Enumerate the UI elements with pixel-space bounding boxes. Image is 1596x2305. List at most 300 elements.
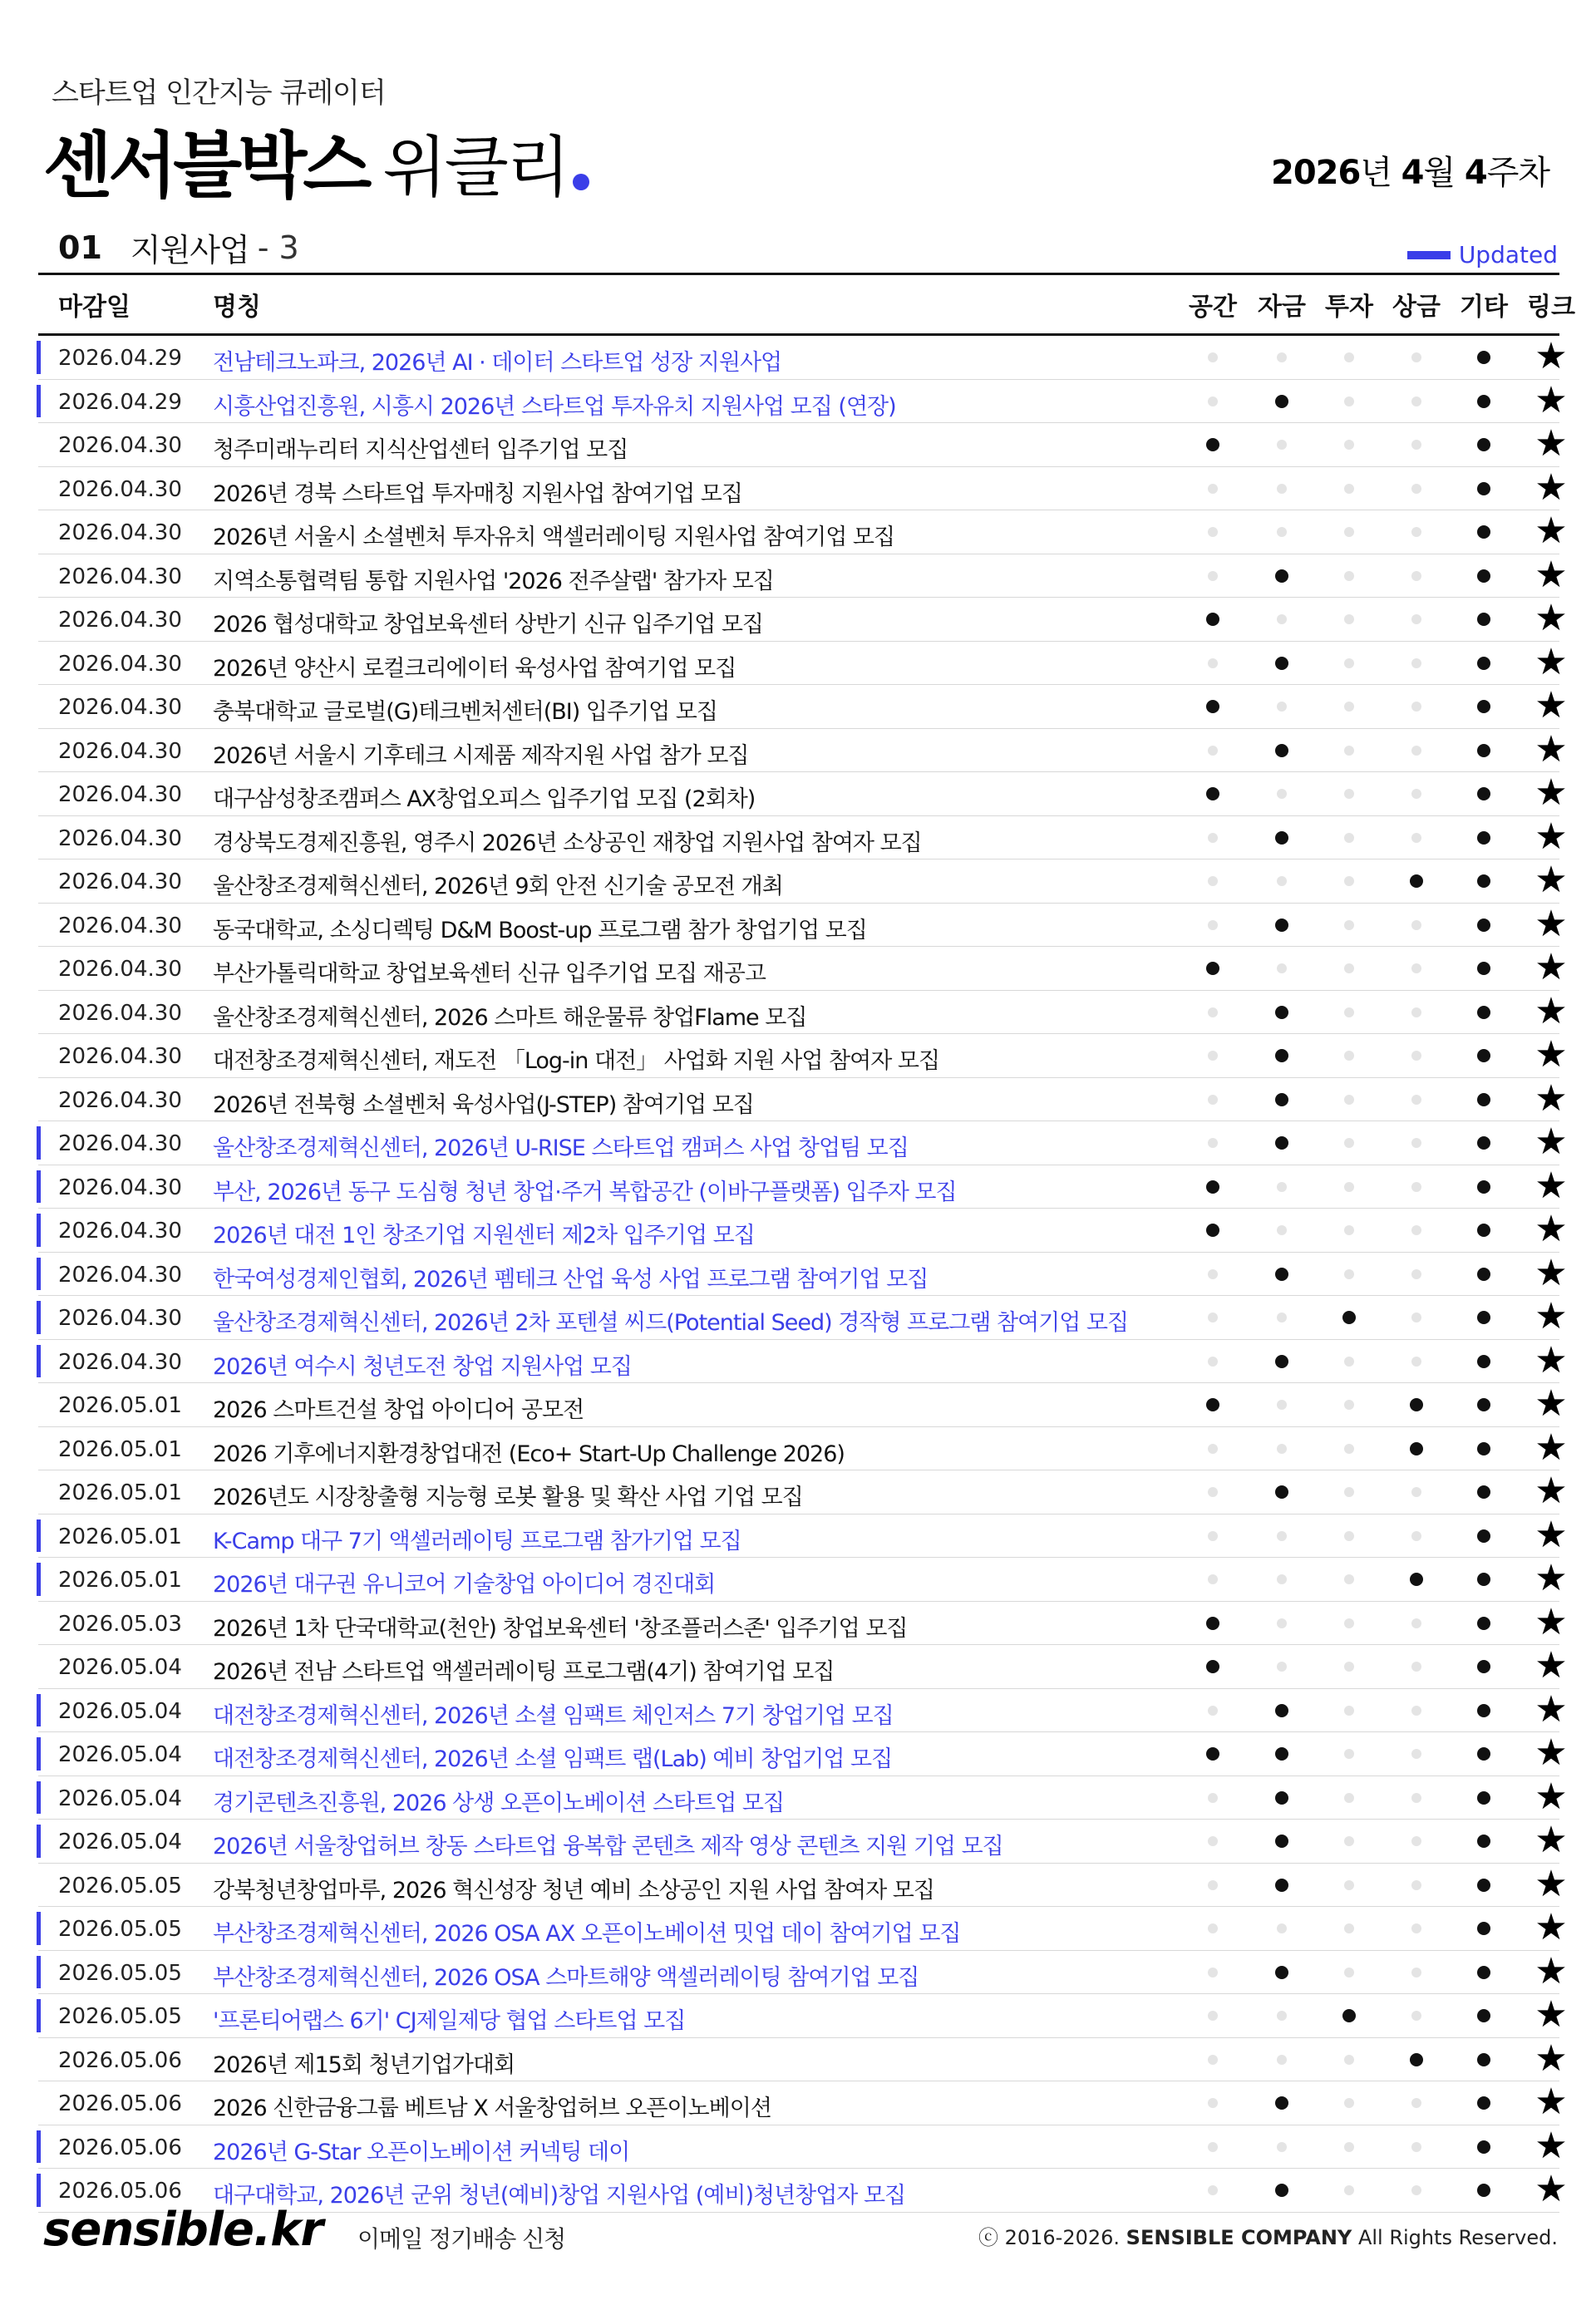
flag-invest-dot bbox=[1344, 352, 1354, 362]
row-date: 2026.04.30 bbox=[58, 738, 182, 764]
flag-invest-dot bbox=[1344, 1706, 1354, 1716]
flag-fund-dot bbox=[1277, 527, 1287, 537]
link-star-icon[interactable]: ★ bbox=[1534, 902, 1568, 945]
flag-fund-dot bbox=[1277, 352, 1287, 362]
table-row bbox=[38, 1819, 1568, 1864]
row-name: 충북대학교 글로벌(G)테크벤처센터(BI) 입주기업 모집 bbox=[213, 699, 717, 725]
flag-fund-dot bbox=[1275, 2184, 1288, 2197]
flag-etc-dot bbox=[1477, 569, 1490, 583]
row-date: 2026.05.01 bbox=[58, 1393, 182, 1418]
flag-etc-dot bbox=[1477, 1529, 1490, 1543]
flag-fund-dot bbox=[1275, 831, 1288, 845]
flag-prize-dot bbox=[1411, 1095, 1421, 1105]
flag-etc-dot bbox=[1477, 1747, 1490, 1761]
col-invest: 투자 bbox=[1325, 293, 1373, 322]
updated-label: Updated bbox=[1458, 241, 1558, 268]
table-row bbox=[38, 859, 1568, 904]
flag-space-dot bbox=[1208, 1051, 1218, 1061]
col-link: 링크 bbox=[1527, 293, 1575, 322]
flag-etc-dot bbox=[1477, 2009, 1490, 2022]
flag-space-dot bbox=[1208, 746, 1218, 756]
table-header bbox=[38, 273, 1575, 336]
flag-fund-dot bbox=[1275, 1136, 1288, 1150]
row-name: 2026년 여수시 청년도전 창업 지원사업 모집 bbox=[213, 1353, 632, 1380]
flag-etc-dot bbox=[1477, 1049, 1490, 1062]
row-date: 2026.04.30 bbox=[58, 1306, 182, 1331]
flag-invest-dot bbox=[1344, 833, 1354, 843]
flag-etc-dot bbox=[1477, 1093, 1490, 1106]
week-year: 2026 bbox=[1270, 154, 1361, 192]
row-name: 2026년 G-Star 오픈이노베이션 커넥팅 데이 bbox=[213, 2139, 630, 2165]
link-star-icon[interactable]: ★ bbox=[1534, 1687, 1568, 1731]
row-name: K-Camp 대구 7기 액셀러레이팅 프로그램 참가기업 모집 bbox=[213, 1528, 741, 1554]
flag-fund-dot bbox=[1277, 1225, 1287, 1235]
table-row bbox=[38, 335, 1568, 380]
row-date: 2026.04.30 bbox=[58, 1087, 182, 1113]
flag-etc-dot bbox=[1477, 700, 1490, 713]
flag-invest-dot bbox=[1344, 1400, 1354, 1410]
flag-space-dot bbox=[1208, 1574, 1218, 1584]
flag-fund-dot bbox=[1277, 789, 1287, 799]
copyright bbox=[978, 2221, 1558, 2250]
row-date: 2026.04.30 bbox=[58, 782, 182, 807]
row-date: 2026.05.05 bbox=[58, 2004, 182, 2029]
row-name: 2026년 양산시 로컬크리에이터 육성사업 참여기업 모집 bbox=[213, 655, 736, 682]
copyright-company: SENSIBLE COMPANY bbox=[1126, 2226, 1352, 2249]
row-date: 2026.04.29 bbox=[58, 346, 182, 371]
row-name: 대구대학교, 2026년 군위 청년(예비)창업 지원사업 (예비)청년창업자 모집 bbox=[213, 2183, 906, 2209]
flag-invest-dot bbox=[1344, 2098, 1354, 2108]
flag-space-dot bbox=[1208, 2011, 1218, 2021]
row-name: 2026 신한금융그룹 베트남 X 서울창업허브 오픈이노베이션 bbox=[213, 2096, 771, 2121]
flag-space-dot bbox=[1208, 1357, 1218, 1367]
link-star-icon[interactable]: ★ bbox=[1534, 597, 1568, 639]
table-row bbox=[38, 1251, 1568, 1297]
flag-space-dot bbox=[1208, 396, 1218, 406]
link-star-icon[interactable]: ★ bbox=[1534, 684, 1568, 726]
flag-invest-dot bbox=[1344, 1574, 1354, 1584]
link-star-icon[interactable]: ★ bbox=[1534, 640, 1568, 683]
table-row bbox=[38, 465, 1568, 511]
flag-invest-dot bbox=[1344, 396, 1354, 406]
flag-fund-dot bbox=[1277, 484, 1287, 494]
table-row bbox=[38, 1513, 1568, 1559]
table-row bbox=[38, 1033, 1568, 1078]
flag-space-dot bbox=[1208, 1487, 1218, 1497]
row-date: 2026.04.30 bbox=[58, 520, 182, 545]
link-star-icon[interactable]: ★ bbox=[1534, 378, 1568, 421]
flag-space-dot bbox=[1208, 658, 1218, 668]
flag-space-dot bbox=[1206, 1617, 1219, 1630]
table-row bbox=[38, 2124, 1568, 2170]
table-row bbox=[38, 378, 1568, 424]
flag-fund-dot bbox=[1275, 1747, 1288, 1761]
flag-invest-dot bbox=[1344, 1836, 1354, 1846]
section-title: 지원사업 bbox=[130, 232, 249, 268]
link-star-icon[interactable]: ★ bbox=[1534, 2124, 1568, 2167]
table-row bbox=[38, 1295, 1568, 1340]
flag-etc-dot bbox=[1477, 482, 1490, 495]
flag-invest-dot bbox=[1342, 1311, 1356, 1324]
link-star-icon[interactable]: ★ bbox=[1534, 815, 1568, 858]
flag-invest-dot bbox=[1344, 1051, 1354, 1061]
link-star-icon[interactable]: ★ bbox=[1534, 1513, 1568, 1556]
flag-prize-dot bbox=[1411, 1313, 1421, 1322]
row-date: 2026.05.04 bbox=[58, 1698, 182, 1724]
flag-fund-dot bbox=[1275, 1093, 1288, 1106]
flag-prize-dot bbox=[1410, 2053, 1423, 2066]
link-star-icon[interactable]: ★ bbox=[1534, 771, 1568, 814]
flag-fund-dot bbox=[1277, 2011, 1287, 2021]
flag-space-dot bbox=[1206, 787, 1219, 800]
row-name: 2026년 대전 1인 창조기업 지원센터 제2차 입주기업 모집 bbox=[213, 1223, 755, 1249]
flag-etc-dot bbox=[1477, 1617, 1490, 1630]
row-name: 2026년 제15회 청년기업가대회 bbox=[213, 2051, 515, 2078]
flag-prize-dot bbox=[1411, 1269, 1421, 1279]
flag-prize-dot bbox=[1411, 963, 1421, 973]
flag-invest-dot bbox=[1344, 1007, 1354, 1017]
flag-invest-dot bbox=[1344, 1138, 1354, 1148]
table-row bbox=[38, 1687, 1568, 1733]
section-heading bbox=[58, 224, 299, 270]
flag-fund-dot bbox=[1277, 2142, 1287, 2152]
program-table bbox=[38, 273, 1575, 2213]
link-star-icon[interactable]: ★ bbox=[1534, 1076, 1568, 1120]
row-name: 2026 기후에너지환경창업대전 (Eco+ Start-Up Challenge 2026) bbox=[213, 1441, 845, 1467]
flag-invest-dot bbox=[1344, 484, 1354, 494]
row-date: 2026.05.04 bbox=[58, 1785, 182, 1811]
link-star-icon[interactable]: ★ bbox=[1534, 1426, 1568, 1469]
flag-fund-dot bbox=[1277, 1531, 1287, 1541]
link-star-icon[interactable]: ★ bbox=[1534, 1382, 1568, 1425]
col-space: 공간 bbox=[1189, 293, 1237, 322]
row-date: 2026.05.04 bbox=[58, 1742, 182, 1767]
flag-etc-dot bbox=[1477, 1660, 1490, 1673]
row-name: 지역소통협력팀 통합 지원사업 '2026 전주살랩' 참가자 모집 bbox=[213, 568, 774, 594]
flag-prize-dot bbox=[1411, 658, 1421, 668]
flag-fund-dot bbox=[1275, 919, 1288, 932]
link-star-icon[interactable]: ★ bbox=[1534, 1819, 1568, 1861]
flag-prize-dot bbox=[1411, 1487, 1421, 1497]
link-star-icon[interactable]: ★ bbox=[1534, 1208, 1568, 1250]
flag-etc-dot bbox=[1477, 919, 1490, 932]
table-row bbox=[38, 1644, 1568, 1689]
row-name: 2026년 서울시 소셜벤처 투자유치 액셀러레이팅 지원사업 참여기업 모집 bbox=[213, 525, 895, 550]
row-date: 2026.04.30 bbox=[58, 957, 182, 982]
flag-invest-dot bbox=[1344, 1749, 1354, 1759]
row-date: 2026.05.01 bbox=[58, 1480, 182, 1505]
link-star-icon[interactable]: ★ bbox=[1534, 510, 1568, 552]
flag-etc-dot bbox=[1477, 1180, 1490, 1194]
link-star-icon[interactable]: ★ bbox=[1534, 946, 1568, 988]
table-body bbox=[38, 335, 1568, 2213]
table-row bbox=[38, 1862, 1568, 1908]
flag-etc-dot bbox=[1477, 2096, 1490, 2110]
flag-space-dot bbox=[1206, 1180, 1219, 1194]
flag-invest-dot bbox=[1344, 2142, 1354, 2152]
flag-fund-dot bbox=[1275, 657, 1288, 670]
link-star-icon[interactable]: ★ bbox=[1534, 1862, 1568, 1905]
flag-prize-dot bbox=[1411, 396, 1421, 406]
flag-etc-dot bbox=[1477, 1268, 1490, 1281]
flag-space-dot bbox=[1206, 962, 1219, 975]
row-name: 동국대학교, 소싱디렉팅 D&M Boost-up 프로그램 참가 창업기업 모집 bbox=[213, 917, 867, 943]
row-date: 2026.05.06 bbox=[58, 2091, 182, 2116]
link-star-icon[interactable]: ★ bbox=[1534, 1338, 1568, 1382]
flag-space-dot bbox=[1208, 2098, 1218, 2108]
row-name: 2026년 경북 스타트업 투자매칭 지원사업 참여기업 모집 bbox=[213, 480, 742, 507]
table-row bbox=[38, 1208, 1568, 1253]
flag-etc-dot bbox=[1477, 1355, 1490, 1368]
table-row bbox=[38, 2037, 1568, 2082]
table-row bbox=[38, 1600, 1568, 1646]
flag-space-dot bbox=[1208, 1269, 1218, 1279]
col-date: 마감일 bbox=[58, 293, 131, 322]
flag-space-dot bbox=[1208, 571, 1218, 581]
flag-etc-dot bbox=[1477, 2184, 1490, 2197]
row-name: 2026년도 시장창출형 지능형 로봇 활용 및 확산 사업 기업 모집 bbox=[213, 1485, 803, 1510]
row-date: 2026.04.30 bbox=[58, 1131, 182, 1156]
flag-invest-dot bbox=[1344, 1968, 1354, 1977]
flag-space-dot bbox=[1208, 1923, 1218, 1933]
row-name: 경기콘텐츠진흥원, 2026 상생 오픈이노베이션 스타트업 모집 bbox=[213, 1790, 785, 1816]
table-row bbox=[38, 1993, 1568, 2038]
subscribe-link[interactable]: 이메일 정기배송 신청 bbox=[357, 2225, 566, 2253]
table-row bbox=[38, 1164, 1568, 1209]
flag-etc-dot bbox=[1477, 1704, 1490, 1717]
flag-space-dot bbox=[1208, 527, 1218, 537]
row-date: 2026.05.06 bbox=[58, 2135, 182, 2160]
flag-fund-dot bbox=[1275, 1485, 1288, 1499]
flag-prize-dot bbox=[1410, 1442, 1423, 1455]
flag-space-dot bbox=[1208, 833, 1218, 843]
flag-prize-dot bbox=[1410, 1398, 1423, 1411]
row-date: 2026.04.30 bbox=[58, 1219, 182, 1244]
flag-prize-dot bbox=[1411, 1836, 1421, 1846]
flag-prize-dot bbox=[1411, 789, 1421, 799]
flag-space-dot bbox=[1208, 352, 1218, 362]
row-name: 대전창조경제혁신센터, 2026년 소셜 임팩트 랩(Lab) 예비 창업기업 모집 bbox=[213, 1746, 893, 1772]
row-date: 2026.04.29 bbox=[58, 389, 182, 415]
flag-etc-dot bbox=[1477, 525, 1490, 539]
table-row bbox=[38, 989, 1568, 1035]
flag-prize-dot bbox=[1411, 1225, 1421, 1235]
flag-prize-dot bbox=[1411, 920, 1421, 930]
flag-etc-dot bbox=[1477, 2053, 1490, 2066]
flag-invest-dot bbox=[1342, 2009, 1356, 2022]
row-date: 2026.05.05 bbox=[58, 1873, 182, 1899]
row-name: 울산창조경제혁신센터, 2026년 U-RISE 스타트업 캠퍼스 사업 창업팀 모집 bbox=[213, 1135, 909, 1161]
flag-invest-dot bbox=[1344, 658, 1354, 668]
flag-etc-dot bbox=[1477, 787, 1490, 800]
link-star-icon[interactable]: ★ bbox=[1534, 1295, 1568, 1337]
copyright-suffix: All Rights Reserved. bbox=[1357, 2226, 1558, 2249]
flag-invest-dot bbox=[1344, 963, 1354, 973]
link-star-icon[interactable]: ★ bbox=[1534, 1731, 1568, 1774]
flag-prize-dot bbox=[1411, 571, 1421, 581]
flag-etc-dot bbox=[1477, 831, 1490, 845]
row-date: 2026.05.03 bbox=[58, 1611, 182, 1637]
col-fund: 자금 bbox=[1258, 293, 1306, 322]
table-row bbox=[38, 1076, 1568, 1122]
link-star-icon[interactable]: ★ bbox=[1534, 553, 1568, 596]
row-name: 대전창조경제혁신센터, 재도전 「Log-in 대전」 사업화 지원 사업 참여자 모집 bbox=[213, 1048, 940, 1074]
link-star-icon[interactable]: ★ bbox=[1534, 2081, 1568, 2123]
link-star-icon[interactable]: ★ bbox=[1534, 1120, 1568, 1163]
link-star-icon[interactable]: ★ bbox=[1534, 1033, 1568, 1076]
row-name: 대전창조경제혁신센터, 2026년 소셜 임팩트 체인저스 7기 창업기업 모집 bbox=[213, 1702, 894, 1729]
row-name: 2026년 1차 단국대학교(천안) 창업보육센터 '창조플러스존' 입주기업 모집 bbox=[213, 1615, 908, 1642]
flag-etc-dot bbox=[1477, 1966, 1490, 1979]
flag-fund-dot bbox=[1277, 702, 1287, 712]
flag-invest-dot bbox=[1344, 2185, 1354, 2195]
flag-fund-dot bbox=[1277, 1313, 1287, 1322]
row-date: 2026.05.04 bbox=[58, 1830, 182, 1854]
link-star-icon[interactable]: ★ bbox=[1534, 1470, 1568, 1512]
flag-prize-dot bbox=[1411, 2142, 1421, 2152]
brand-sub: 위클리 bbox=[382, 129, 569, 206]
row-name: 대구삼성창조캠퍼스 AX창업오피스 입주기업 모집 (2회차) bbox=[213, 786, 756, 812]
table-row bbox=[38, 553, 1568, 598]
row-date: 2026.04.30 bbox=[58, 1175, 182, 1200]
section-number: 01 bbox=[58, 229, 102, 266]
flag-space-dot bbox=[1208, 1968, 1218, 1977]
flag-prize-dot bbox=[1411, 702, 1421, 712]
flag-prize-dot bbox=[1411, 1618, 1421, 1628]
flag-fund-dot bbox=[1275, 1966, 1288, 1979]
link-star-icon[interactable]: ★ bbox=[1534, 1164, 1568, 1207]
table-row bbox=[38, 1470, 1568, 1515]
row-name: 한국여성경제인협회, 2026년 펨테크 산업 육성 사업 프로그램 참여기업 모집 bbox=[213, 1266, 929, 1293]
flag-space-dot bbox=[1208, 1444, 1218, 1454]
brand-title bbox=[43, 108, 589, 211]
link-star-icon[interactable]: ★ bbox=[1534, 422, 1568, 465]
flag-etc-dot bbox=[1477, 1136, 1490, 1150]
flag-space-dot bbox=[1208, 2055, 1218, 2065]
flag-etc-dot bbox=[1477, 1879, 1490, 1892]
header-subtitle: 스타트업 인간지능 큐레이터 bbox=[52, 76, 386, 110]
flag-invest-dot bbox=[1344, 1444, 1354, 1454]
week-month: 4 bbox=[1401, 154, 1424, 192]
week-label bbox=[1271, 146, 1549, 194]
flag-etc-dot bbox=[1477, 351, 1490, 364]
flag-prize-dot bbox=[1411, 484, 1421, 494]
link-star-icon[interactable]: ★ bbox=[1534, 335, 1568, 377]
updated-bar-icon bbox=[1407, 251, 1451, 259]
flag-invest-dot bbox=[1344, 1357, 1354, 1367]
flag-prize-dot bbox=[1411, 833, 1421, 843]
flag-space-dot bbox=[1206, 613, 1219, 626]
flag-fund-dot bbox=[1277, 1574, 1287, 1584]
link-star-icon[interactable]: ★ bbox=[1534, 727, 1568, 771]
link-star-icon[interactable]: ★ bbox=[1534, 1557, 1568, 1599]
flag-space-dot bbox=[1206, 438, 1219, 451]
flag-prize-dot bbox=[1411, 1706, 1421, 1716]
flag-invest-dot bbox=[1344, 876, 1354, 886]
link-star-icon[interactable]: ★ bbox=[1534, 2037, 1568, 2080]
row-date: 2026.04.30 bbox=[58, 695, 182, 720]
flag-fund-dot bbox=[1275, 1006, 1288, 1019]
flag-prize-dot bbox=[1411, 2185, 1421, 2195]
flag-space-dot bbox=[1206, 1660, 1219, 1673]
row-date: 2026.04.30 bbox=[58, 913, 182, 938]
flag-invest-dot bbox=[1344, 1095, 1354, 1105]
col-prize: 상금 bbox=[1392, 293, 1441, 322]
link-star-icon[interactable]: ★ bbox=[1534, 1949, 1568, 1992]
row-name: 시흥산업진흥원, 시흥시 2026년 스타트업 투자유치 지원사업 모집 (연장) bbox=[213, 393, 896, 420]
link-star-icon[interactable]: ★ bbox=[1534, 1775, 1568, 1818]
flag-space-dot bbox=[1208, 1793, 1218, 1803]
flag-fund-dot bbox=[1277, 440, 1287, 450]
brand-dot-icon bbox=[573, 174, 589, 190]
flag-space-dot bbox=[1208, 1007, 1218, 1017]
flag-invest-dot bbox=[1344, 1618, 1354, 1628]
row-name: 강북청년창업마루, 2026 혁신성장 청년 예비 소상공인 지원 사업 참여자 모집 bbox=[213, 1877, 934, 1904]
flag-fund-dot bbox=[1275, 1835, 1288, 1848]
row-date: 2026.04.30 bbox=[58, 1000, 182, 1026]
link-star-icon[interactable]: ★ bbox=[1534, 1644, 1568, 1687]
flag-space-dot bbox=[1208, 1138, 1218, 1148]
row-name: 부산창조경제혁신센터, 2026 OSA 스마트해양 액셀러레이팅 참여기업 모집 bbox=[213, 1964, 919, 1991]
table-row bbox=[38, 2081, 1568, 2125]
flag-space-dot bbox=[1208, 876, 1218, 886]
link-star-icon[interactable]: ★ bbox=[1534, 465, 1568, 509]
section-part: - 3 bbox=[257, 229, 299, 266]
flag-fund-dot bbox=[1275, 1355, 1288, 1368]
flag-space-dot bbox=[1208, 1880, 1218, 1890]
flag-etc-dot bbox=[1477, 657, 1490, 670]
table-row bbox=[38, 597, 1568, 642]
flag-invest-dot bbox=[1344, 920, 1354, 930]
link-star-icon[interactable]: ★ bbox=[1534, 1251, 1568, 1294]
table-row bbox=[38, 1906, 1568, 1951]
flag-fund-dot bbox=[1277, 1444, 1287, 1454]
flag-prize-dot bbox=[1411, 527, 1421, 537]
row-date: 2026.05.05 bbox=[58, 1960, 182, 1986]
row-date: 2026.04.30 bbox=[58, 476, 182, 502]
flag-invest-dot bbox=[1344, 746, 1354, 756]
link-star-icon[interactable]: ★ bbox=[1534, 1906, 1568, 1948]
link-star-icon[interactable]: ★ bbox=[1534, 1600, 1568, 1643]
table-row bbox=[38, 1382, 1568, 1427]
flag-etc-dot bbox=[1477, 1311, 1490, 1324]
flag-prize-dot bbox=[1411, 1007, 1421, 1017]
flag-prize-dot bbox=[1411, 1880, 1421, 1890]
flag-prize-dot bbox=[1411, 1662, 1421, 1672]
link-star-icon[interactable]: ★ bbox=[1534, 859, 1568, 901]
footer-logo[interactable]: sensible.kr bbox=[43, 2203, 323, 2257]
row-date: 2026.05.06 bbox=[58, 2179, 182, 2204]
row-name: 2026년 전북형 소셜벤처 육성사업(J-STEP) 참여기업 모집 bbox=[213, 1091, 754, 1118]
table-row bbox=[38, 1949, 1568, 1995]
link-star-icon[interactable]: ★ bbox=[1534, 1993, 1568, 2036]
week-month-suffix: 월 bbox=[1423, 154, 1456, 192]
flag-prize-dot bbox=[1411, 1923, 1421, 1933]
flag-fund-dot bbox=[1277, 1923, 1287, 1933]
flag-fund-dot bbox=[1275, 1049, 1288, 1062]
week-year-suffix: 년 bbox=[1360, 154, 1392, 192]
link-star-icon[interactable]: ★ bbox=[1534, 989, 1568, 1032]
flag-prize-dot bbox=[1411, 352, 1421, 362]
link-star-icon[interactable]: ★ bbox=[1534, 2168, 1568, 2210]
row-name: 2026년 서울시 기후테크 시제품 제작지원 사업 참가 모집 bbox=[213, 742, 749, 769]
flag-space-dot bbox=[1208, 1836, 1218, 1846]
flag-invest-dot bbox=[1344, 1225, 1354, 1235]
flag-etc-dot bbox=[1477, 1485, 1490, 1499]
week-num: 4 bbox=[1464, 154, 1487, 192]
row-name: 청주미래누리터 지식산업센터 입주기업 모집 bbox=[213, 437, 628, 463]
week-num-suffix: 주차 bbox=[1486, 154, 1549, 192]
